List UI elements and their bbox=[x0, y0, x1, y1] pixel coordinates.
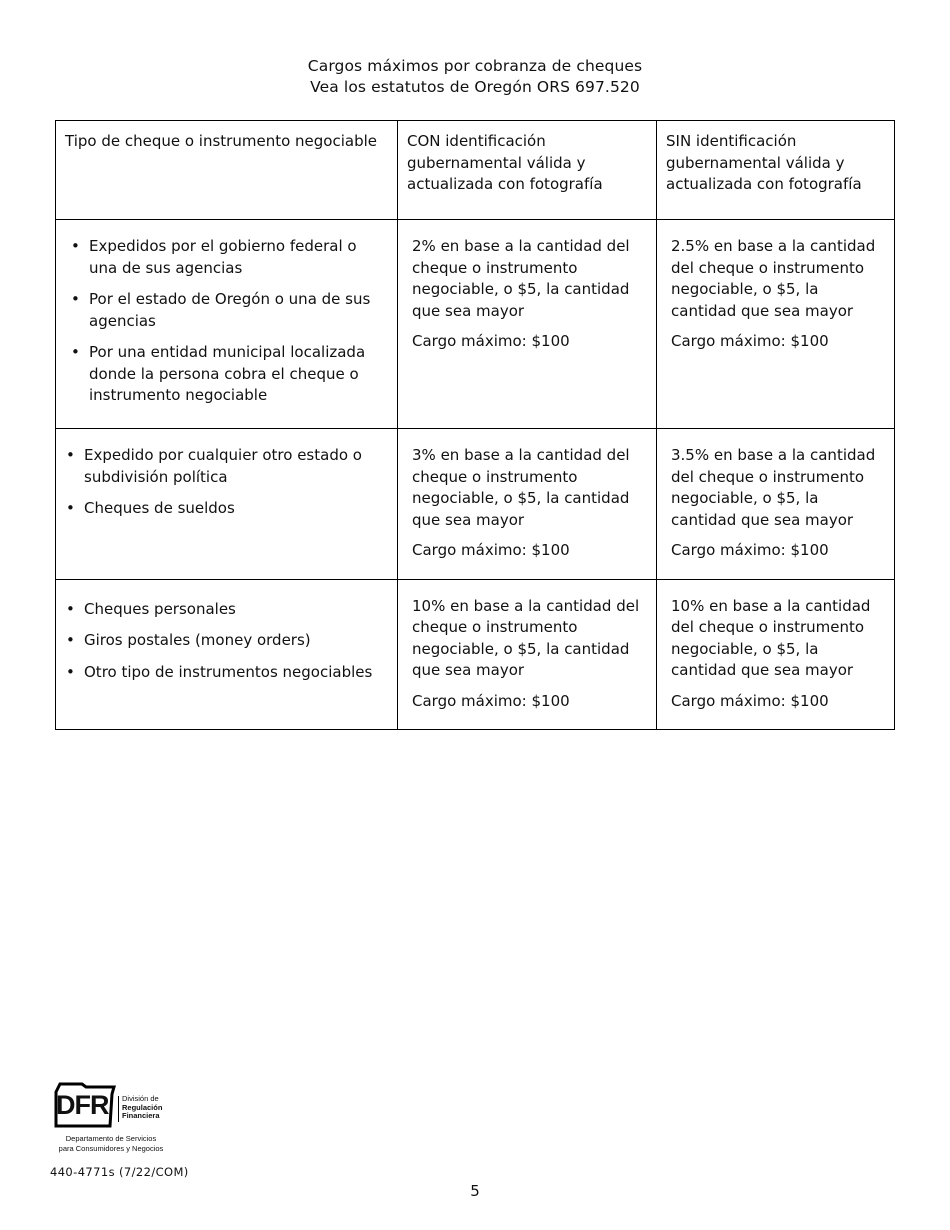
fee-with-id: 3% en base a la cantidad del cheque o instrumento negociable, o $5, la cantidad que sea mayor bbox=[412, 446, 630, 529]
table-row bbox=[56, 220, 895, 429]
check-type-list bbox=[65, 445, 385, 520]
fee-with-id: 2% en base a la cantidad del cheque o instrumento negociable, o $5, la cantidad que sea mayor bbox=[412, 237, 630, 320]
bullet-icon: • bbox=[66, 499, 75, 517]
bullet-icon: • bbox=[71, 343, 80, 361]
bullet-icon: • bbox=[66, 599, 75, 618]
table-row bbox=[56, 429, 895, 580]
list-item: • Expedidos por el gobierno federal o una de sus agencias bbox=[71, 237, 357, 277]
list-item: • Giros postales (money orders) bbox=[65, 630, 385, 652]
dfr-logo bbox=[50, 1082, 180, 1157]
max-fee-with-id: Cargo máximo: $100 bbox=[412, 541, 570, 559]
max-fee-with-id: Cargo máximo: $100 bbox=[412, 332, 570, 350]
logo-acronym: DFR bbox=[56, 1090, 109, 1120]
form-number: 440-4771s (7/22/COM) bbox=[50, 1165, 189, 1179]
list-item: • Cheques de sueldos bbox=[65, 498, 385, 520]
column-header: Tipo de cheque o instrumento negociable bbox=[65, 132, 377, 150]
bullet-icon: • bbox=[66, 631, 75, 649]
max-fee-without-id: Cargo máximo: $100 bbox=[671, 332, 829, 350]
table-row bbox=[56, 579, 895, 730]
logo-division-line: División de bbox=[122, 1094, 159, 1103]
logo-department-line: Departamento de Servicios bbox=[65, 1134, 157, 1143]
fee-with-id: 10% en base a la cantidad del cheque o instrumento negociable, o $5, la cantidad que sea mayor bbox=[412, 596, 640, 679]
fee-without-id: 3.5% en base a la cantidad del cheque o instrumento negociable, o $5, la cantidad que sea mayor bbox=[671, 446, 876, 529]
page-number: 5 bbox=[470, 1182, 480, 1200]
logo-department-line: para Consumidores y Negocios bbox=[58, 1143, 164, 1153]
check-type-list bbox=[70, 236, 385, 407]
list-item: • Expedido por cualquier otro estado o subdivisión política bbox=[66, 446, 362, 486]
bullet-icon: • bbox=[66, 662, 75, 681]
title-line-1: Cargos máximos por cobranza de cheques bbox=[307, 57, 643, 75]
list-item: • Otro tipo de instrumentos negociables bbox=[65, 662, 385, 684]
check-type-list bbox=[65, 599, 385, 684]
logo-division-line: Regulación bbox=[122, 1102, 163, 1112]
column-header: SIN identificación gubernamental válida y actualizada con fotografía bbox=[666, 132, 862, 193]
list-item: • Cheques personales bbox=[65, 599, 385, 621]
column-header: CON identificación gubernamental válida y actualizada con fotografía bbox=[407, 132, 603, 193]
bullet-icon: • bbox=[71, 237, 80, 255]
table-header-row bbox=[56, 121, 895, 220]
document-title bbox=[0, 56, 950, 98]
max-fee-without-id: Cargo máximo: $100 bbox=[671, 541, 829, 559]
fee-without-id: 2.5% en base a la cantidad del cheque o instrumento negociable, o $5, la cantidad que sea mayor bbox=[671, 237, 876, 320]
check-cashing-fees-table bbox=[55, 120, 895, 730]
list-item: • Por el estado de Oregón o una de sus agencias bbox=[71, 290, 371, 330]
logo-division-line: Financiera bbox=[122, 1111, 160, 1120]
bullet-icon: • bbox=[71, 290, 80, 308]
fee-without-id: 10% en base a la cantidad del cheque o instrumento negociable, o $5, la cantidad que sea mayor bbox=[671, 596, 871, 679]
max-fee-without-id: Cargo máximo: $100 bbox=[671, 691, 829, 710]
list-item: • Por una entidad municipal localizada donde la persona cobra el cheque o instrumento negociable bbox=[71, 343, 366, 404]
title-line-2: Vea los estatutos de Oregón ORS 697.520 bbox=[310, 78, 640, 96]
bullet-icon: • bbox=[66, 446, 75, 464]
max-fee-with-id: Cargo máximo: $100 bbox=[412, 691, 570, 710]
